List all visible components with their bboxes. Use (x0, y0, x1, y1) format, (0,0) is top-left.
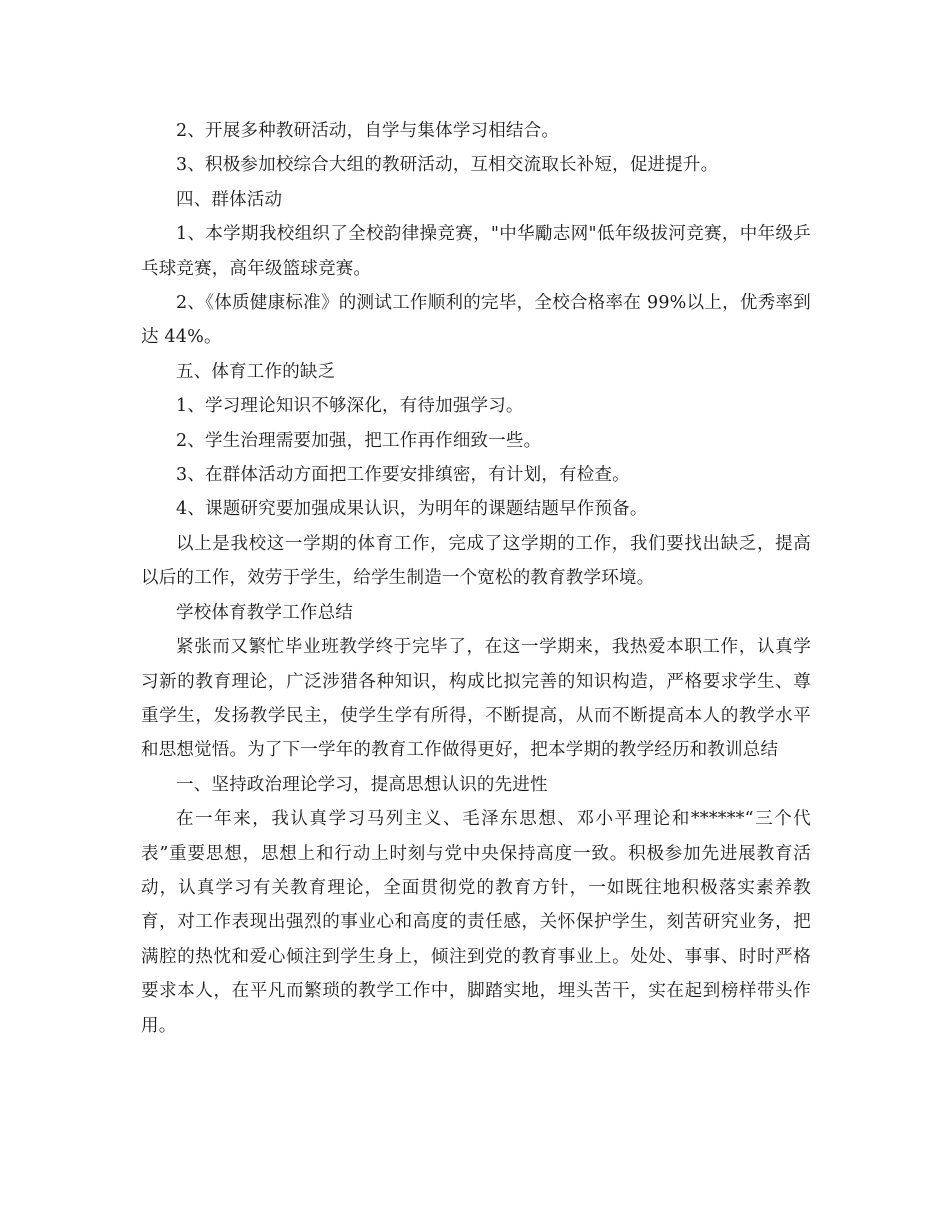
list-item: 1、学习理论知识不够深化，有待加强学习。 (176, 396, 524, 417)
list-item: 2、开展多种教研活动，自学与集体学习相结合。 (176, 121, 560, 141)
body-paragraph: 以上是我校这一学期的体育工作，完成了这学期的工作，我们要找出缺乏，提高以后的工作，效劳于学生，给学生制造一个宽松的教育教学环境。 (141, 533, 811, 589)
list-item: 3、积极参加校综合大组的教研活动，互相交流取长补短，促进提升。 (176, 155, 719, 176)
list-item: 1、本学期我校组织了全校韵律操竞赛，"中华勵志网"低年级拔河竞赛，中年级乒乓球竞赛，高年级篮球竞赛。 (141, 224, 811, 279)
list-item: 2、《体质健康标准》的测试工作顺利的完毕，全校合格率在 99%以上，优秀率到达 44%。 (141, 293, 811, 348)
section-heading: 五、体育工作的缺乏 (176, 361, 336, 382)
body-paragraph: 在一年来，我认真学习马列主义、毛泽东思想、邓小平理论和******“三个代表”重要思想，思想上和行动上时刻与党中央保持高度一致。积极参加先进展教育活动，认真学习有关教育理论，全面贯彻党的教育方针，一如既往地积极落实素养教育，对工作表现出强烈的事业心和高度的责任感，关怀保护学生，刻苦研究业务，把满腔的热忱和爱心倾注到学生身上，倾注到党的教育事业上。处处、事事、时时严格要求本人，在平凡而繁琐的教学工作中，脚踏实地，埋头苦干，实在起到榜样带头作用。 (141, 809, 811, 1036)
list-item: 4、课题研究要加强成果认识，为明年的课题结题早作预备。 (176, 499, 648, 520)
document-body (141, 114, 811, 1043)
section-heading: 四、群体活动 (176, 189, 283, 210)
list-item: 3、在群体活动方面把工作要安排缜密，有计划，有检查。 (176, 465, 630, 486)
list-item: 2、学生治理需要加强，把工作再作细致一些。 (176, 430, 542, 451)
section-heading: 一、坚持政治理论学习，提高思想认识的先进性 (176, 774, 548, 795)
document-title: 学校体育教学工作总结 (176, 602, 353, 623)
body-paragraph: 紧张而又繁忙毕业班教学终于完毕了，在这一学期来，我热爱本职工作，认真学习新的教育理论，广泛涉猎各种知识，构成比拟完善的知识构造，严格要求学生、尊重学生，发扬教学民主，使学生学有所得，不断提高，从而不断提高本人的教学水平和思想觉悟。为了下一学年的教育工作做得更好，把本学期的教学经历和教训总结 (141, 637, 811, 761)
